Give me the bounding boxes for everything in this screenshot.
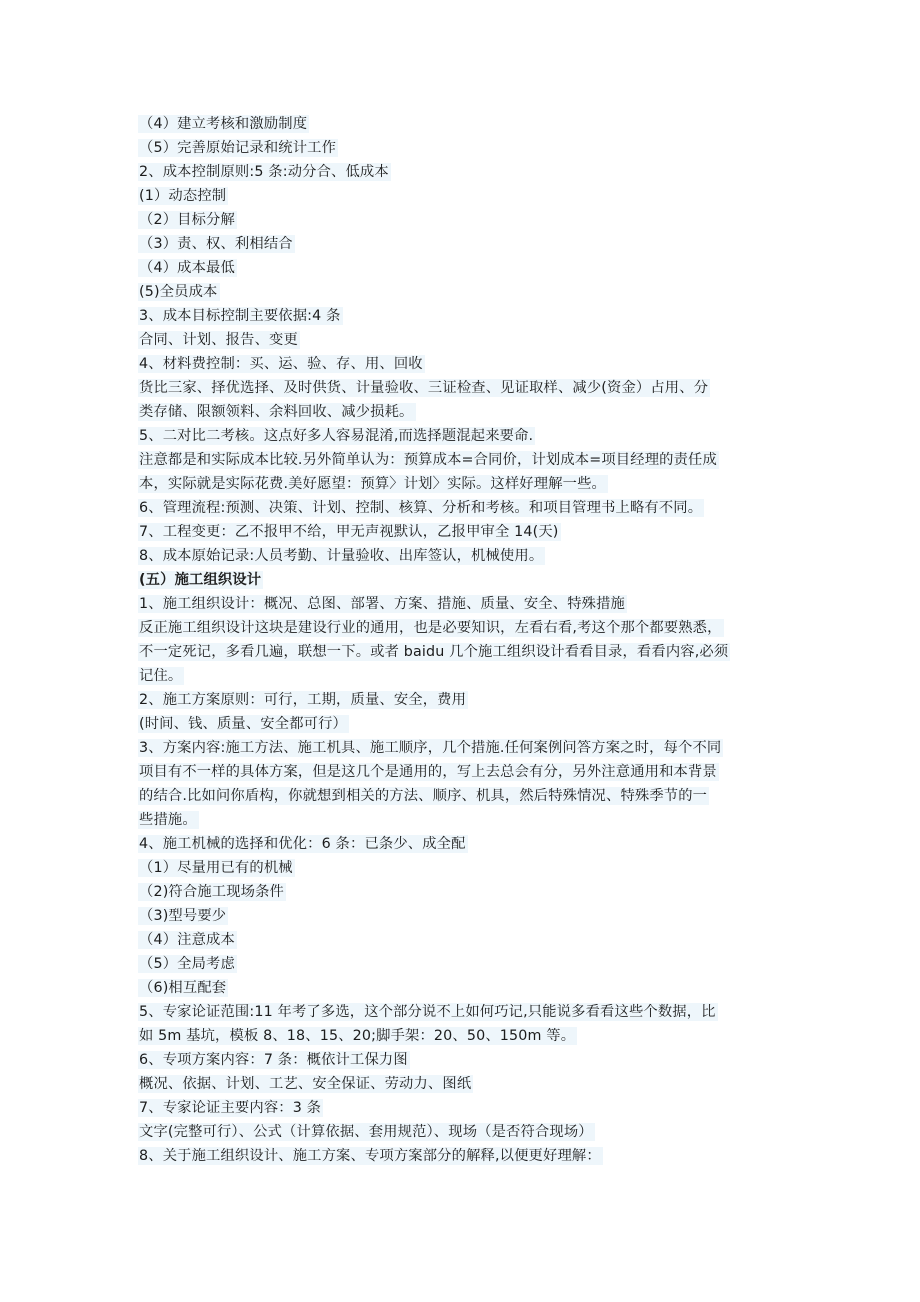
- text-line: 7、专家论证主要内容：3 条: [139, 1100, 322, 1116]
- text-line: 注意都是和实际成本比较.另外简单认为：预算成本=合同价，计划成本=项目经理的责任成: [139, 452, 717, 468]
- text-line: 6、专项方案内容：7 条：概依计工保力图: [139, 1052, 408, 1068]
- text-line: 4、材料费控制：买、运、验、存、用、回收: [139, 356, 423, 372]
- text-line: 5、专家论证范围:11 年考了多选，这个部分说不上如何巧记,只能说多看看这些个数据，比: [139, 1004, 716, 1020]
- text-line: （4）成本最低: [139, 260, 235, 276]
- text-line: 8、关于施工组织设计、施工方案、专项方案部分的解释,以便更好理解：: [139, 1148, 601, 1164]
- text-line: （1）尽量用已有的机械: [139, 860, 293, 876]
- text-line: 4、施工机械的选择和优化：6 条：已条少、成全配: [139, 836, 466, 852]
- text-line: 项目有不一样的具体方案，但是这几个是通用的，写上去总会有分，另外注意通用和本背景: [139, 764, 717, 780]
- text-line: 3、方案内容:施工方法、施工机具、施工顺序，几个措施.任何案例问答方案之时，每个不同: [139, 740, 722, 756]
- section-heading: (五）施工组织设计: [139, 572, 262, 588]
- text-line: 类存储、限额领料、余料回收、减少损耗。: [139, 404, 414, 420]
- text-line: （4）注意成本: [139, 932, 235, 948]
- text-line: 5、二对比二考核。这点好多人容易混淆,而选择题混起来要命.: [139, 428, 534, 444]
- text-line: 文字(完整可行）、公式（计算依据、套用规范）、现场（是否符合现场）: [139, 1124, 593, 1140]
- text-line: （2)符合施工现场条件: [139, 884, 284, 900]
- text-line: 如 5m 基坑，模板 8、18、15、20;脚手架：20、50、150m 等。: [139, 1028, 576, 1044]
- text-line: 2、成本控制原则:5 条:动分合、低成本: [139, 164, 389, 180]
- text-line: 本，实际就是实际花费.美好愿望：预算〉计划〉实际。这样好理解一些。: [139, 476, 606, 492]
- text-line: （6)相互配套: [139, 980, 227, 996]
- text-line: （5）完善原始记录和统计工作: [139, 140, 337, 156]
- text-line: 3、成本目标控制主要依据:4 条: [139, 308, 341, 324]
- text-line: 反正施工组织设计这块是建设行业的通用，也是必要知识，左看右看,考这个那个都要熟悉，: [139, 620, 722, 636]
- text-line: (1）动态控制: [139, 188, 227, 204]
- text-line: 合同、计划、报告、变更: [139, 332, 298, 348]
- text-line: 7、工程变更：乙不报甲不给，甲无声视默认，乙报甲审全 14(天): [139, 524, 559, 540]
- text-line: (时间、钱、质量、安全都可行）: [139, 716, 347, 732]
- text-line: （3）责、权、利相结合: [139, 236, 293, 252]
- text-line: 8、成本原始记录:人员考勤、计量验收、出库签认，机械使用。: [139, 548, 544, 564]
- text-line: 6、管理流程:预测、决策、计划、控制、核算、分析和考核。和项目管理书上略有不同。: [139, 500, 703, 516]
- text-line: 货比三家、择优选择、及时供货、计量验收、三证检查、见证取样、减少(资金）占用、分: [139, 380, 709, 396]
- text-line: （4）建立考核和激励制度: [139, 116, 308, 132]
- text-line: 记住。: [139, 668, 183, 684]
- text-line: （3)型号要少: [139, 908, 227, 924]
- text-line: （5）全局考虑: [139, 956, 235, 972]
- text-line: 的结合.比如问你盾构，你就想到相关的方法、顺序、机具，然后特殊情况、特殊季节的一: [139, 788, 708, 804]
- text-line: 不一定死记，多看几遍，联想一下。或者 baidu 几个施工组织设计看看目录，看看内容,必须: [139, 644, 729, 660]
- text-line: 2、施工方案原则：可行，工期，质量、安全，费用: [139, 692, 467, 708]
- text-line: 1、施工组织设计：概况、总图、部署、方案、措施、质量、安全、特殊措施: [139, 596, 625, 612]
- text-line: (5)全员成本: [139, 284, 218, 300]
- text-line: 概况、依据、计划、工艺、安全保证、劳动力、图纸: [139, 1076, 472, 1092]
- text-line: （2）目标分解: [139, 212, 235, 228]
- document-body: [138, 112, 788, 1168]
- text-line: 些措施。: [139, 812, 197, 828]
